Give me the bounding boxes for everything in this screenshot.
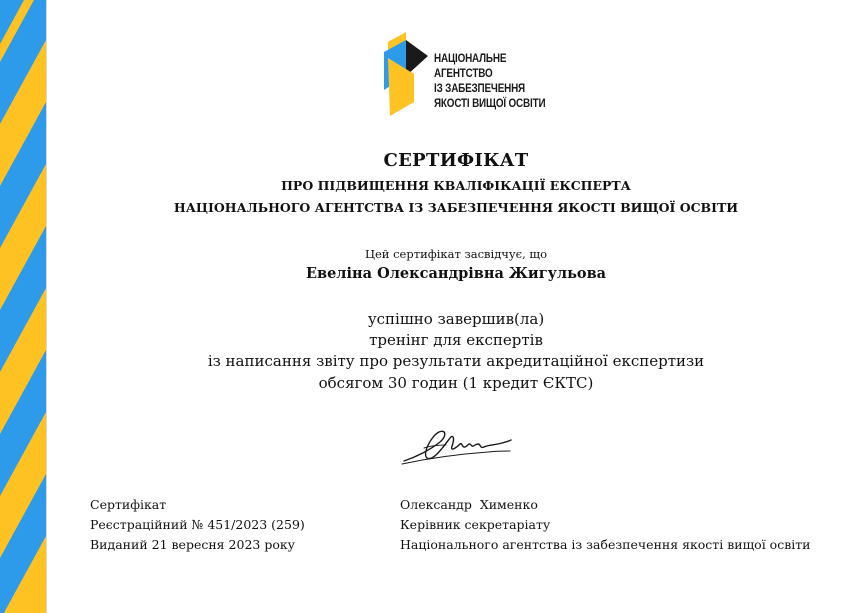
registration-number: Реєстраційний № 451/2023 (259)	[90, 517, 305, 532]
logo-line: ІЗ ЗАБЕЗПЕЧЕННЯ	[434, 83, 525, 95]
logo-line: НАЦІОНАЛЬНЕ	[434, 53, 507, 65]
logo-line: АГЕНТСТВО	[434, 68, 493, 80]
signer-organization: Національного агентства із забезпечення якості вищої освіти	[400, 537, 811, 552]
agency-logo-text	[434, 52, 545, 112]
decorative-stripe	[0, 0, 46, 613]
logo-line: ЯКОСТІ ВИЩОЇ ОСВІТИ	[434, 98, 546, 110]
issue-date: Виданий 21 вересня 2023 року	[90, 537, 296, 552]
body-line: із написання звіту про результати акредитаційної експертизи	[207, 352, 705, 370]
certificate-subtitle-line1: ПРО ПІДВИЩЕННЯ КВАЛІФІКАЦІЇ ЕКСПЕРТА	[281, 178, 631, 193]
recipient-name: Евеліна Олександрівна Жигульова	[305, 265, 607, 282]
signer-block	[400, 495, 811, 555]
certificate-intro: Цей сертифікат засвідчує, що	[364, 247, 548, 261]
signer-position: Керівник секретаріату	[400, 517, 551, 532]
signer-name: Олександр Хименко	[400, 497, 538, 512]
body-line: успішно завершив(ла)	[367, 310, 545, 328]
certificate-registration	[90, 495, 305, 555]
body-line: тренінг для експертів	[369, 331, 543, 349]
certificate-subtitle-line2: НАЦІОНАЛЬНОГО АГЕНТСТВА ІЗ ЗАБЕЗПЕЧЕННЯ ЯКОСТІ ВИЩОЇ ОСВІТИ	[173, 200, 739, 215]
body-line: обсягом 30 годин (1 кредит ЄКТС)	[318, 374, 594, 392]
page-border	[46, 0, 47, 613]
signature-icon	[400, 424, 514, 466]
certificate-title: СЕРТИФІКАТ	[383, 150, 529, 171]
registration-label: Сертифікат	[90, 497, 167, 512]
